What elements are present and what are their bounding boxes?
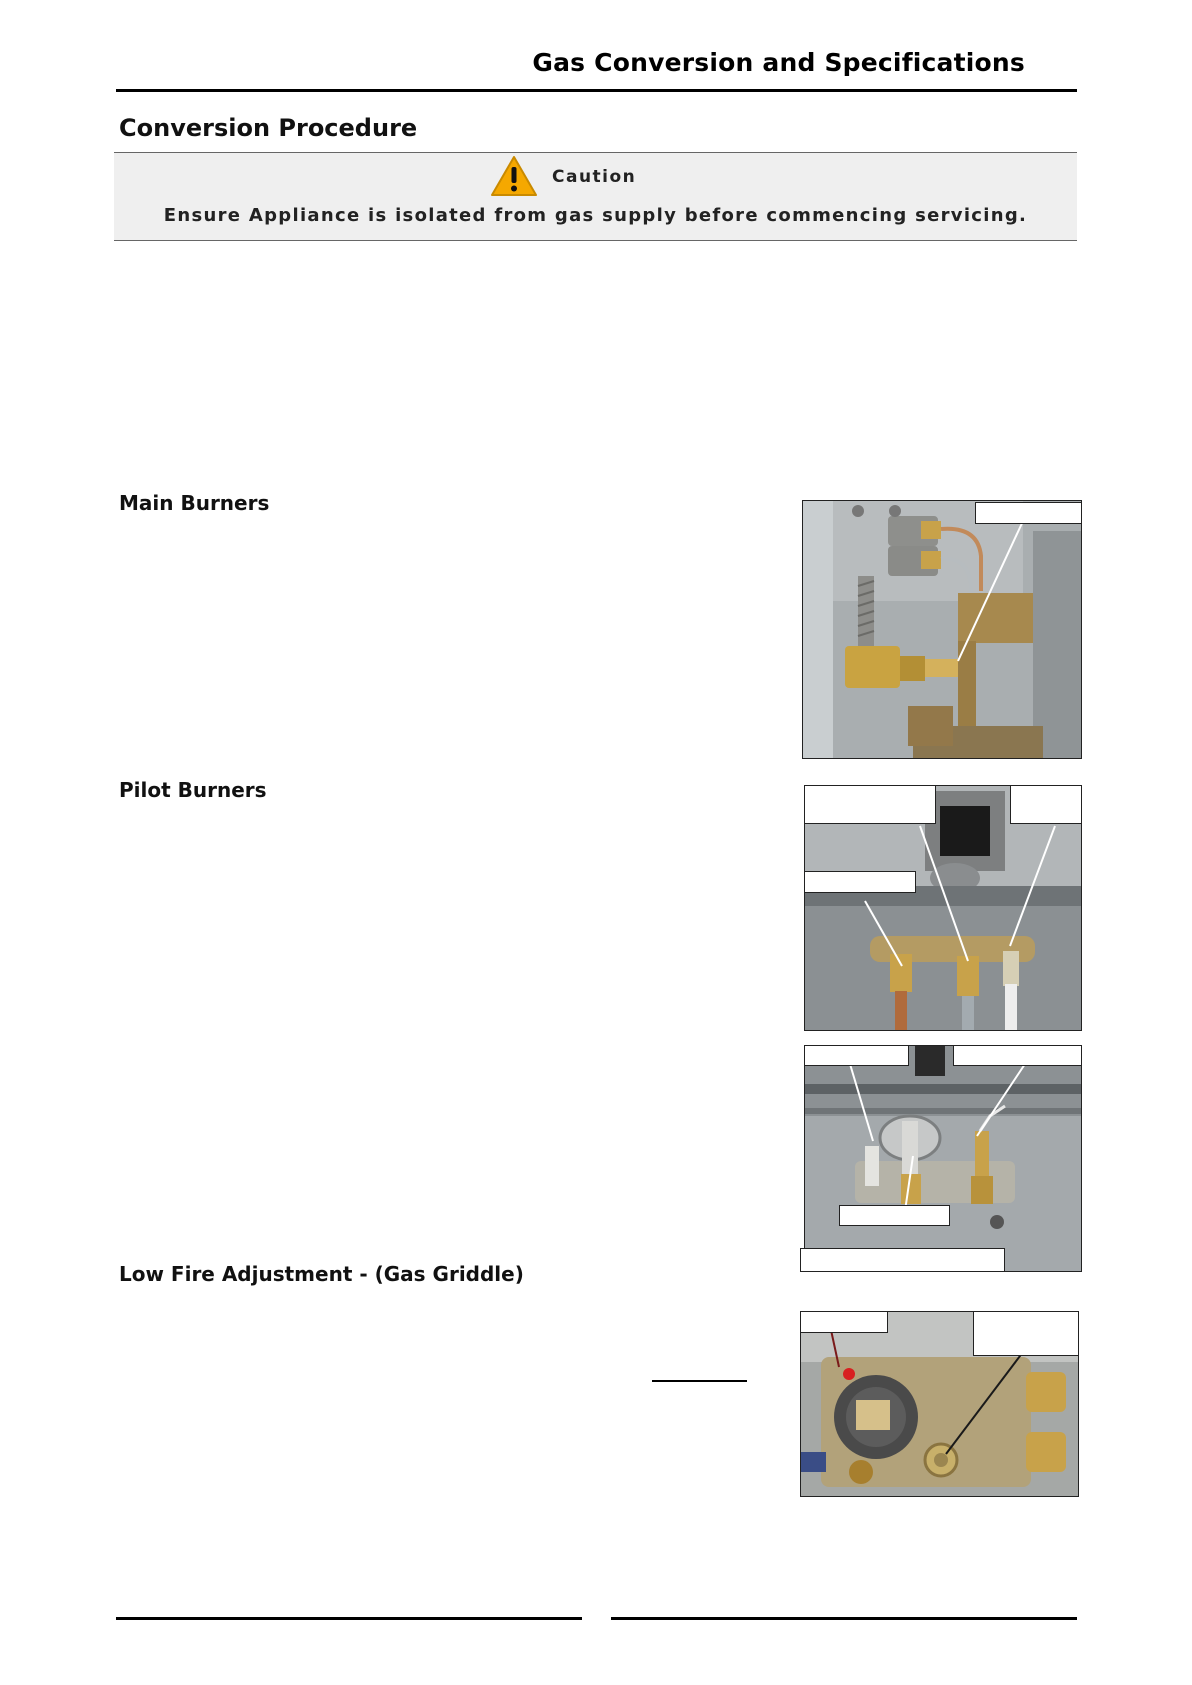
valve-callout-left: [800, 1311, 888, 1333]
footer-rule-right: [611, 1617, 1077, 1620]
main-burner-injector-photo: [802, 500, 1082, 759]
page-header-title: Gas Conversion and Specifications: [532, 48, 1025, 77]
footer-rule-left: [116, 1617, 582, 1620]
header-rule: [116, 89, 1077, 92]
caution-message: Ensure Appliance is isolated from gas supply before commencing servicing.: [163, 205, 1028, 226]
main-burners-heading: Main Burners: [119, 491, 270, 515]
low-fire-heading: Low Fire Adjustment - (Gas Griddle): [119, 1262, 524, 1286]
pilot-assembly-callout-center: [839, 1205, 950, 1226]
pilot-assembly-callout-left: [804, 1045, 909, 1066]
pilot-callout-lower-left: [804, 871, 916, 893]
pilot-callout-upper-right: [1010, 785, 1082, 824]
valve-callout-right: [973, 1311, 1079, 1356]
caution-box: [114, 152, 1077, 241]
main-injector-callout: [975, 502, 1082, 524]
section-title: Conversion Procedure: [119, 114, 418, 142]
pilot-assembly-photo: [804, 1045, 1082, 1272]
pilot-assembly-callout-right: [953, 1045, 1082, 1066]
warning-triangle-icon: [490, 155, 538, 197]
caution-label: Caution: [552, 167, 637, 187]
pilot-burners-heading: Pilot Burners: [119, 778, 267, 802]
pilot-assembly-caption-box: [800, 1248, 1005, 1272]
pilot-callout-upper-left: [804, 785, 936, 824]
text-underline-mark: [652, 1380, 747, 1382]
